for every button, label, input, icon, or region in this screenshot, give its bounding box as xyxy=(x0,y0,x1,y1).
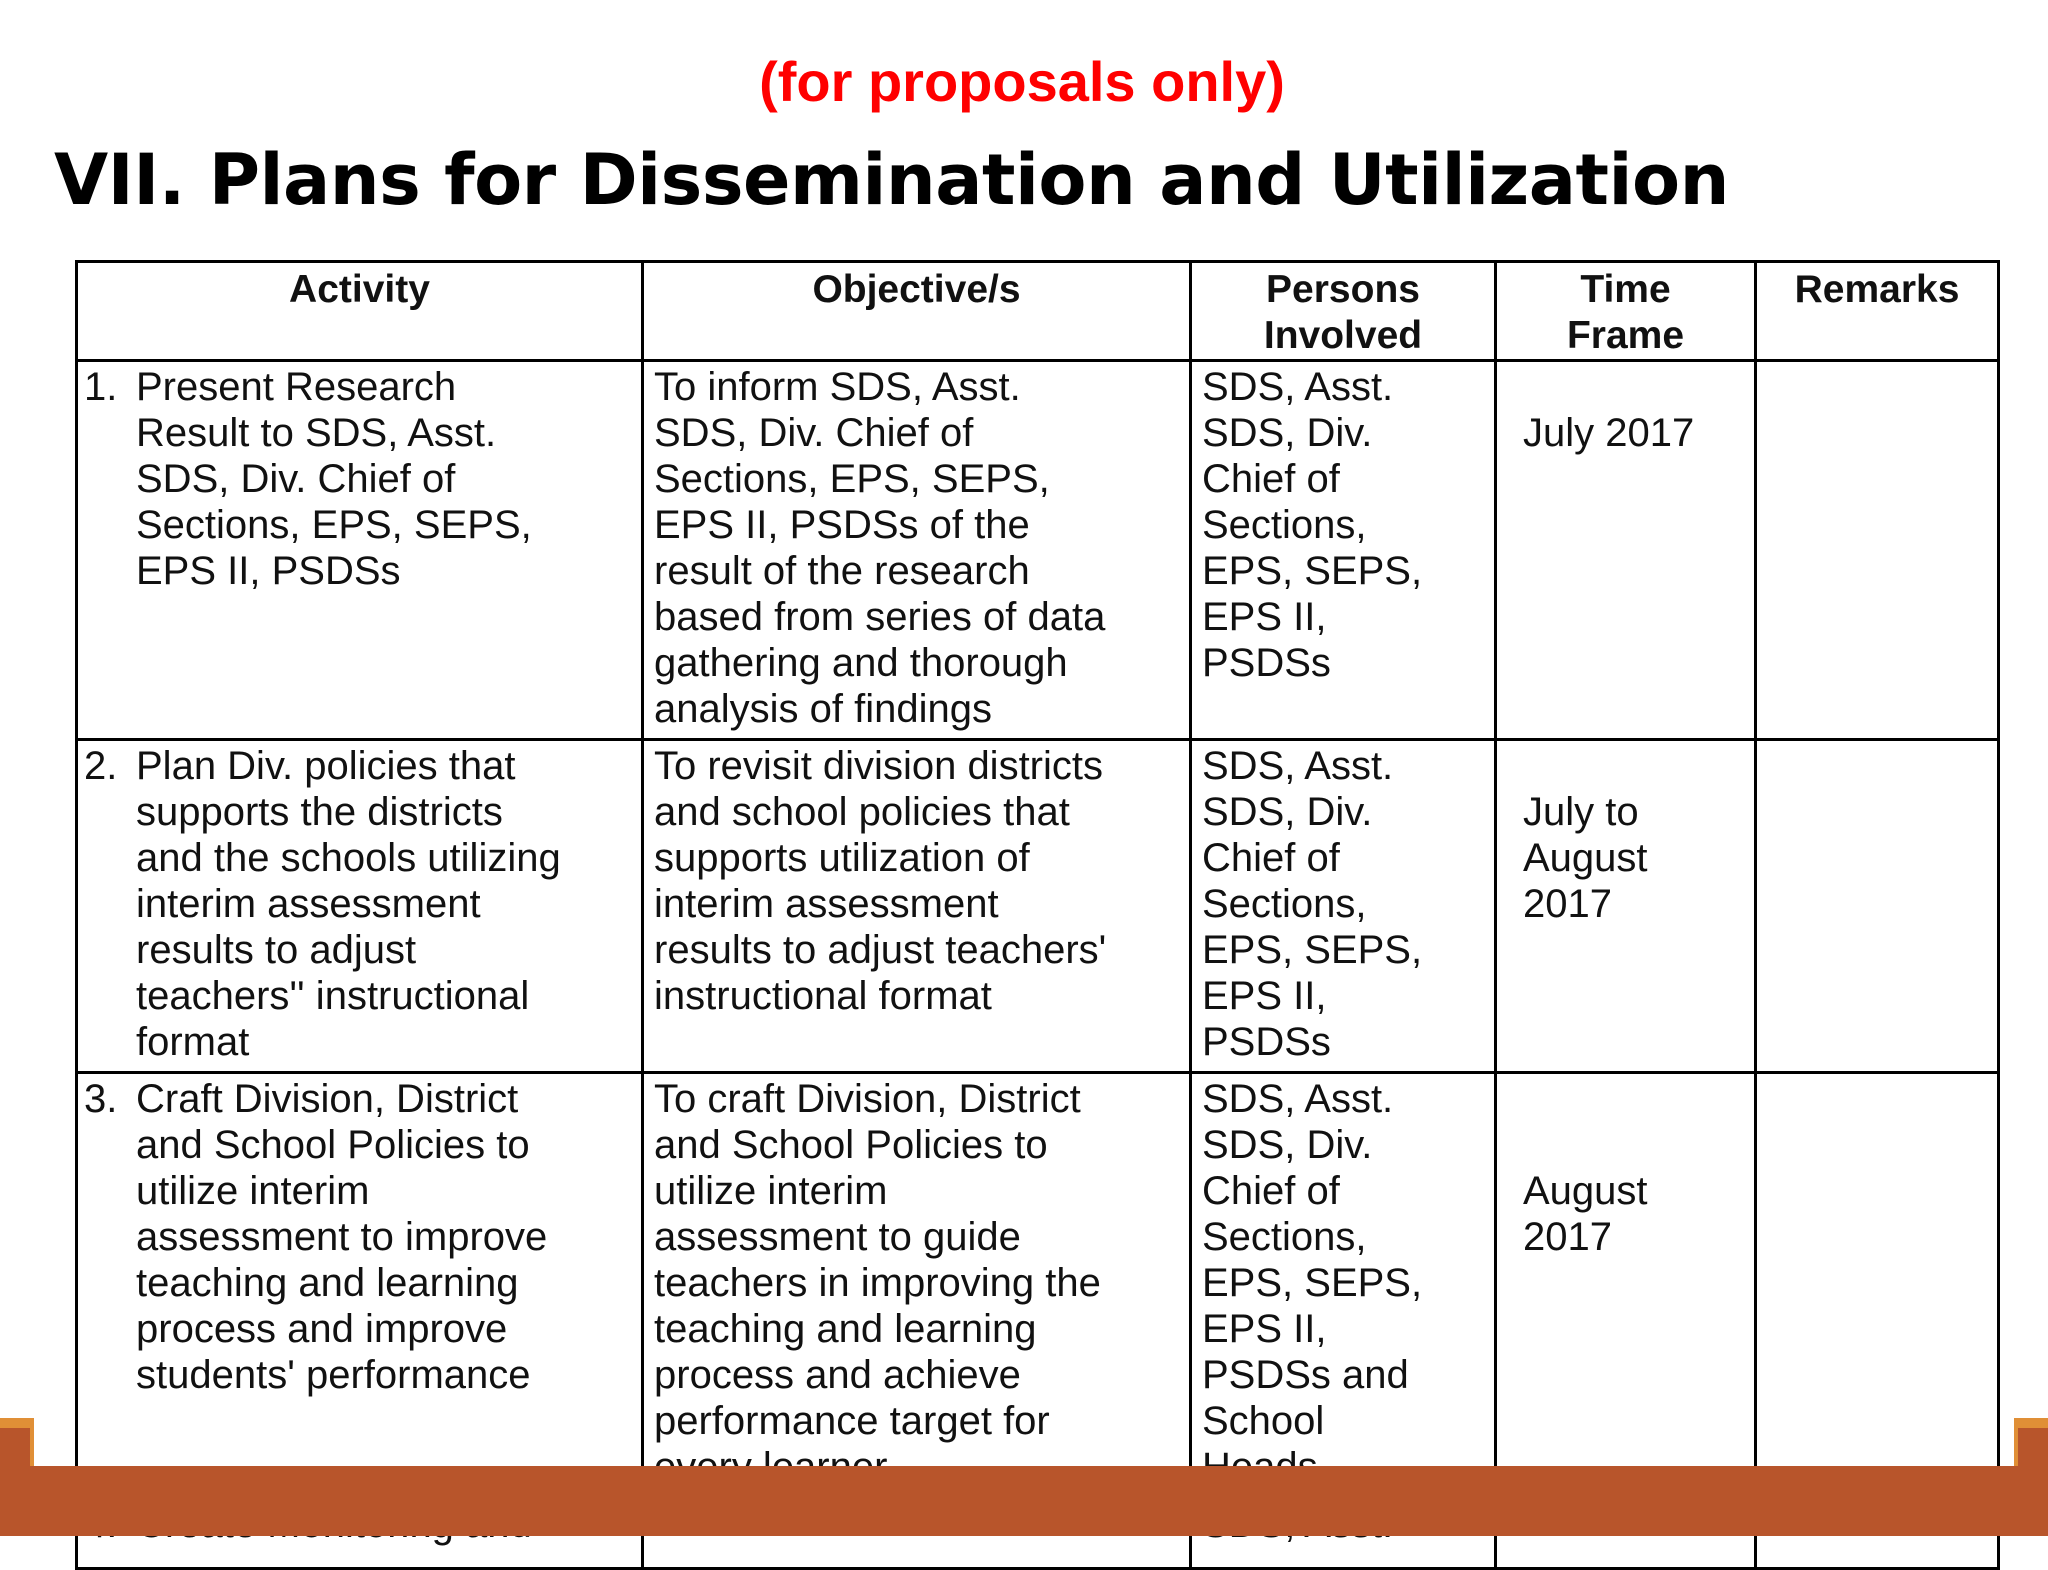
remarks-cell xyxy=(1756,1073,1999,1498)
table-row xyxy=(77,740,1999,1073)
remarks-cell xyxy=(1756,361,1999,740)
objective-cell: To revisit division districts and school policies that supports utilization of interim assessment results to adjust teachers' instructional format xyxy=(643,740,1191,1073)
slide-heading: VII. Plans for Dissemination and Utilization xyxy=(54,139,1729,221)
remarks-cell xyxy=(1756,740,1999,1073)
table-row xyxy=(77,1073,1999,1498)
footer-corner-right xyxy=(2014,1418,2048,1466)
header-time-frame: Time Frame xyxy=(1496,262,1756,361)
header-objectives: Objective/s xyxy=(643,262,1191,361)
footer-corner-left xyxy=(0,1418,34,1466)
time-frame-cell: July 2017 xyxy=(1496,361,1756,740)
table-header-row xyxy=(77,262,1999,361)
header-activity: Activity xyxy=(77,262,643,361)
persons-cell: SDS, Asst. SDS, Div. Chief of Sections, EPS, SEPS, EPS II, PSDSs and School xyxy=(1191,1073,1496,1498)
plans-table-container xyxy=(75,260,1997,1470)
proposals-note-text: (for proposals only) xyxy=(759,50,1285,113)
activity-text: Craft Division, District and School Policies to utilize interim assessment to improve teaching and learning process and improve students' performance xyxy=(136,1077,548,1397)
time-frame-cell: July to August 2017 xyxy=(1496,740,1756,1073)
time-frame-cell: August 2017 xyxy=(1496,1073,1756,1498)
header-persons-involved: Persons Involved xyxy=(1191,262,1496,361)
persons-cell: SDS, Asst. SDS, Div. Chief of Sections, EPS, SEPS, EPS II, PSDSs xyxy=(1191,361,1496,740)
proposals-note xyxy=(0,50,2048,114)
row-number: 1. xyxy=(84,365,118,409)
row-number: 3. xyxy=(84,1077,118,1121)
activity-cell xyxy=(77,361,643,740)
activity-cell xyxy=(77,1073,643,1498)
table-row xyxy=(77,361,1999,740)
activity-cell xyxy=(77,740,643,1073)
row-number: 2. xyxy=(84,744,118,788)
plans-table xyxy=(75,260,2000,1570)
activity-text: Present Research Result to SDS, Asst. SDS, Div. Chief of Sections, EPS, SEPS, EPS II, PSDSs xyxy=(136,365,532,593)
activity-text: Plan Div. policies that supports the districts and the schools utilizing interim assessment results to adjust teachers'' instructional format xyxy=(136,744,561,1064)
objective-cell: To craft Division, District and School Policies to utilize interim assessment to guide teachers in improving the teaching and learning process and achieve performance target for xyxy=(643,1073,1191,1498)
header-remarks: Remarks xyxy=(1756,262,1999,361)
persons-cell: SDS, Asst. SDS, Div. Chief of Sections, EPS, SEPS, EPS II, PSDSs xyxy=(1191,740,1496,1073)
footer-bar xyxy=(0,1466,2048,1536)
objective-cell: To inform SDS, Asst. SDS, Div. Chief of Sections, EPS, SEPS, EPS II, PSDSs of the result of the research based from series of data gathering and thorough analysis of findings xyxy=(643,361,1191,740)
